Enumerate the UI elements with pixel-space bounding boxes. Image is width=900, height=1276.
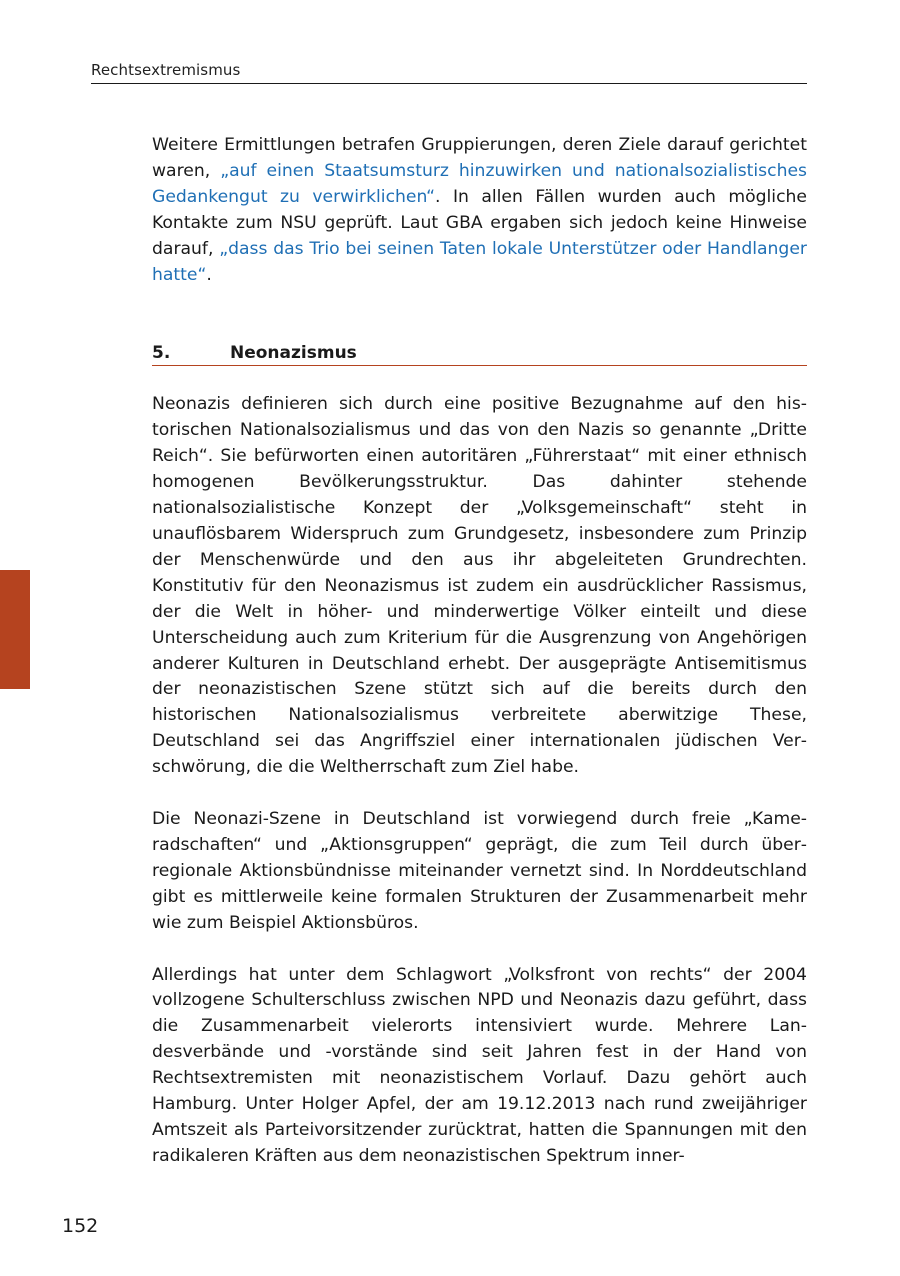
intro-quote-2: „dass das Trio bei seinen Taten lokale Unterstützer oder Handlanger hatte“ [152, 238, 807, 285]
running-header: Rechtsextremismus [91, 61, 807, 84]
body-paragraph: Neonazis definieren sich durch eine positive Bezugnahme auf den historischen Nationalsozialismus und das von den Nazis so genannte „Dritte Reich“. Sie befürworten einen autoritären „Führerstaat“ mit einer ethnisch homogenen Bevölkerungsstruktur. Das dahinter stehende nationalsozialistische Konzept der „Volksgemeinschaft“ steht in unauflösbarem Widerspruch zum Grundgesetz, insbesondere zum Prinzip der Menschenwürde und den aus ihr abgeleiteten Grundrechten. Konstitutiv für den Neonazismus ist zudem ein ausdrücklicher Rassismus, der die Welt in höher- und minderwertige Völker einteilt und diese Unterscheidung auch zum Kriterium für die Ausgrenzung von Angehörigen anderer Kulturen in Deutschland erhebt. Der ausgeprägte Antisemitismus der neonazistischen Szene stützt sich auf die bereits durch den historischen Nationalsozialismus verbreitete aberwitzige These, Deutschland sei das Angriffsziel einer internationalen jüdischen Verschwörung, die die Weltherrschaft zum Ziel habe. [152, 394, 807, 778]
intro-quote-1: „auf einen Staatsumsturz hinzuwirken und nationalsozialistisches Gedankengut zu verwirklichen“ [152, 160, 807, 207]
intro-text-1: Weitere Ermittlungen betrafen Gruppierungen, deren Ziele darauf gerichtet waren, [152, 135, 807, 181]
section-number: 5. [152, 343, 171, 364]
page-number: 152 [62, 1215, 99, 1237]
section-heading [152, 342, 807, 366]
page-body [152, 133, 807, 1170]
intro-text-2: . In allen Fällen wurden auch mögliche Kontakte zum NSU geprüft. Laut GBA ergaben sich jedoch keine Hinweise darauf, [152, 186, 807, 259]
section-title: Neonazismus [230, 343, 357, 364]
chapter-tab-marker [0, 570, 30, 689]
intro-text-3: . [206, 264, 212, 285]
body-paragraph: Allerdings hat unter dem Schlagwort „Volksfront von rechts“ der 2004 vollzogene Schulterschluss zwischen NPD und Neonazis dazu geführt, dass die Zusammenarbeit vielerorts intensiviert wurde. Mehrere Landesverbände und -vorstände sind seit Jahren fest in der Hand von Rechtsextremisten mit neonazistischem Vorlauf. Dazu gehört auch Hamburg. Unter Holger Apfel, der am 19.12.2013 nach rund zweijähriger Amtszeit als Parteivorsitzender zurücktrat, hatten die Spannungen mit den radikaleren Kräften aus dem neonazistischen Spektrum inner- [152, 964, 807, 1166]
body-paragraph: Die Neonazi-Szene in Deutschland ist vorwiegend durch freie „Kameradschaften“ und „Aktionsgruppen“ geprägt, die zum Teil durch überregionale Aktionsbündnisse miteinander vernetzt sind. In Norddeutschland gibt es mittlerweile keine formalen Strukturen der Zusammenarbeit mehr wie zum Beispiel Aktionsbüros. [152, 809, 807, 933]
intro-paragraph [152, 133, 807, 288]
